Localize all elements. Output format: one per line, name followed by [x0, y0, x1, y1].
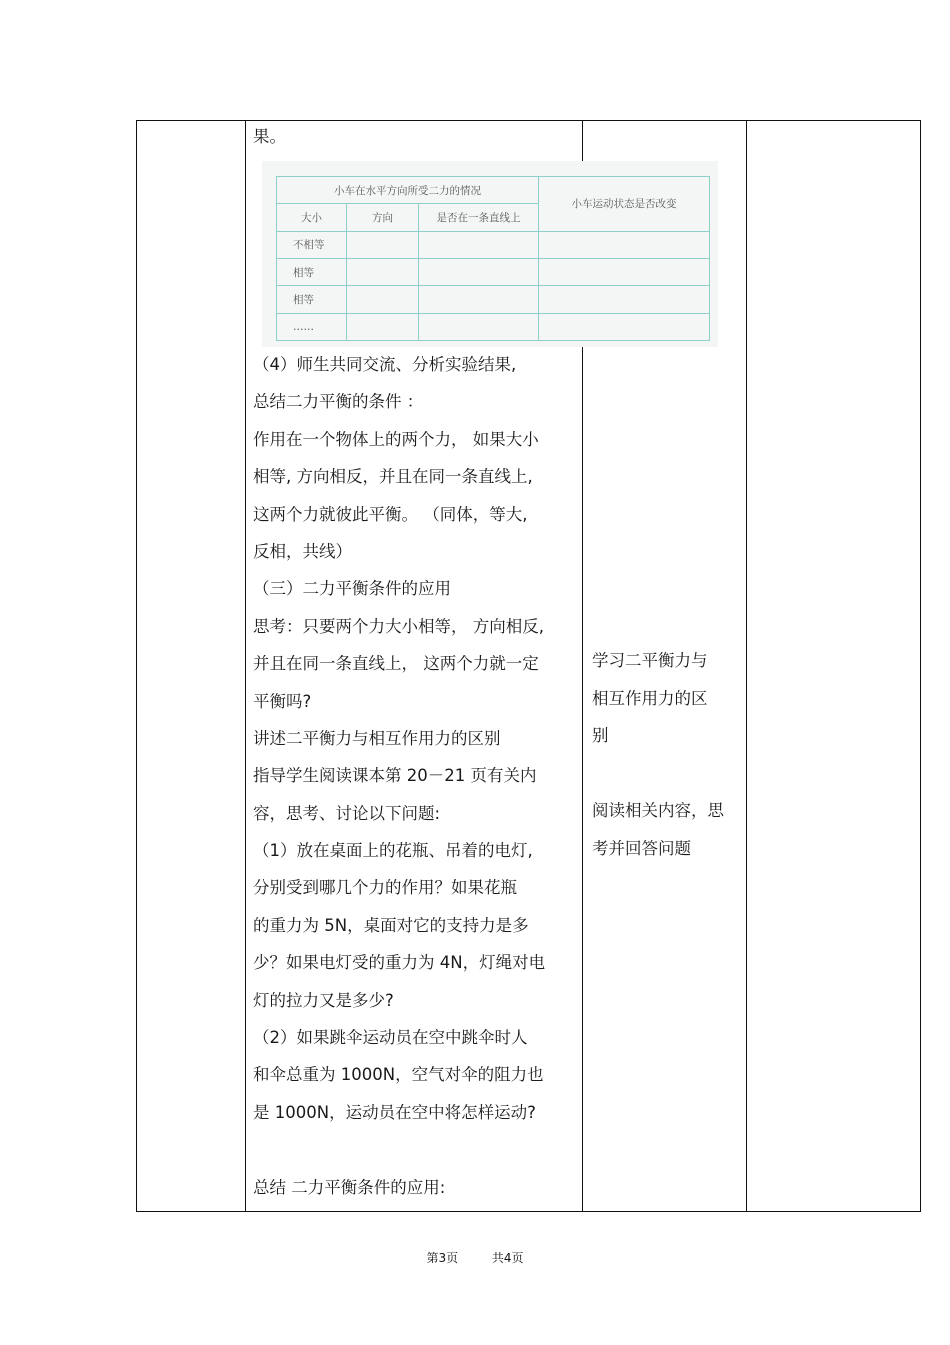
empty-cell [347, 286, 419, 313]
text-line: （1）放在桌面上的花瓶、吊着的电灯, [253, 841, 533, 861]
text-line: 别 [592, 726, 609, 746]
col-header-direction: 方向 [347, 204, 419, 231]
column-divider-3 [746, 120, 747, 1212]
text-line: 讲述二平衡力与相互作用力的区别 [253, 728, 501, 748]
text-line: （4）师生共同交流、分析实验结果, [253, 355, 517, 374]
text-line: （2）如果跳伞运动员在空中跳伞时人 [253, 1028, 528, 1048]
page-number: 第3页 [426, 1251, 459, 1265]
text-line: 灯的拉力又是多少? [253, 990, 394, 1010]
empty-cell [419, 231, 539, 258]
table-border-left [136, 120, 137, 1212]
text-line: 并且在同一条直线上， 这两个力就一定 [253, 654, 539, 674]
empty-cell [539, 231, 710, 258]
row-label: …… [277, 313, 347, 340]
text-line: 果。 [253, 127, 286, 146]
empty-cell [539, 258, 710, 285]
row-label: 相等 [277, 258, 347, 285]
text-line: 少？如果电灯受的重力为 4N，灯绳对电 [253, 953, 546, 973]
empty-cell [539, 286, 710, 313]
experiment-record-table [276, 176, 710, 341]
page-footer [0, 1249, 950, 1266]
empty-cell [539, 313, 710, 340]
text-line: 和伞总重为 1000N，空气对伞的阻力也 [253, 1065, 544, 1085]
row-label: 不相等 [277, 231, 347, 258]
text-line: （三）二力平衡条件的应用 [253, 579, 451, 599]
text-line: 的重力为 5N，桌面对它的支持力是多 [253, 915, 529, 935]
text-line: 学习二平衡力与 [592, 651, 708, 670]
text-line: 考并回答问题 [592, 838, 691, 858]
student-activity [592, 642, 742, 868]
text-line: 总结二力平衡的条件 ： [253, 392, 424, 412]
text-line: 容，思考、讨论以下问题: [253, 803, 441, 823]
empty-cell [347, 313, 419, 340]
table-border-right [920, 120, 921, 1212]
text-line: 这两个力就彼此平衡。 （同体，等大, [253, 504, 528, 524]
page-total: 共4页 [491, 1251, 524, 1265]
empty-cell [347, 258, 419, 285]
experiment-table-figure [262, 161, 718, 347]
text-line: 指导学生阅读课本第 20－21 页有关内 [253, 766, 537, 786]
row-label: 相等 [277, 286, 347, 313]
header-motion-change: 小车运动状态是否改变 [539, 177, 710, 232]
text-line: 平衡吗? [253, 691, 312, 711]
text-line: 思考：只要两个力大小相等， 方向相反, [253, 616, 544, 636]
empty-cell [419, 313, 539, 340]
text-line [253, 1131, 575, 1168]
text-line: 是 1000N，运动员在空中将怎样运动? [253, 1102, 536, 1122]
text-line: 作用在一个物体上的两个力， 如果大小 [253, 429, 539, 449]
text-line: 阅读相关内容，思 [592, 801, 724, 821]
col-header-magnitude: 大小 [277, 204, 347, 231]
text-line [592, 755, 742, 793]
table-border-top [136, 120, 921, 121]
empty-cell [419, 286, 539, 313]
empty-cell [419, 258, 539, 285]
header-force-conditions: 小车在水平方向所受二力的情况 [277, 177, 539, 204]
text-line: 相等, 方向相反，并且在同一条直线上, [253, 467, 533, 487]
text-line: 相互作用力的区 [592, 688, 708, 708]
column-divider-1 [245, 120, 246, 1212]
empty-cell [347, 231, 419, 258]
text-line: 总结 二力平衡条件的应用: [253, 1177, 446, 1197]
text-line: 反相，共线） [253, 541, 352, 561]
text-line: 分别受到哪几个力的作用？如果花瓶 [253, 878, 517, 898]
table-border-bottom [136, 1211, 921, 1212]
col-header-same-line: 是否在一条直线上 [419, 204, 539, 231]
